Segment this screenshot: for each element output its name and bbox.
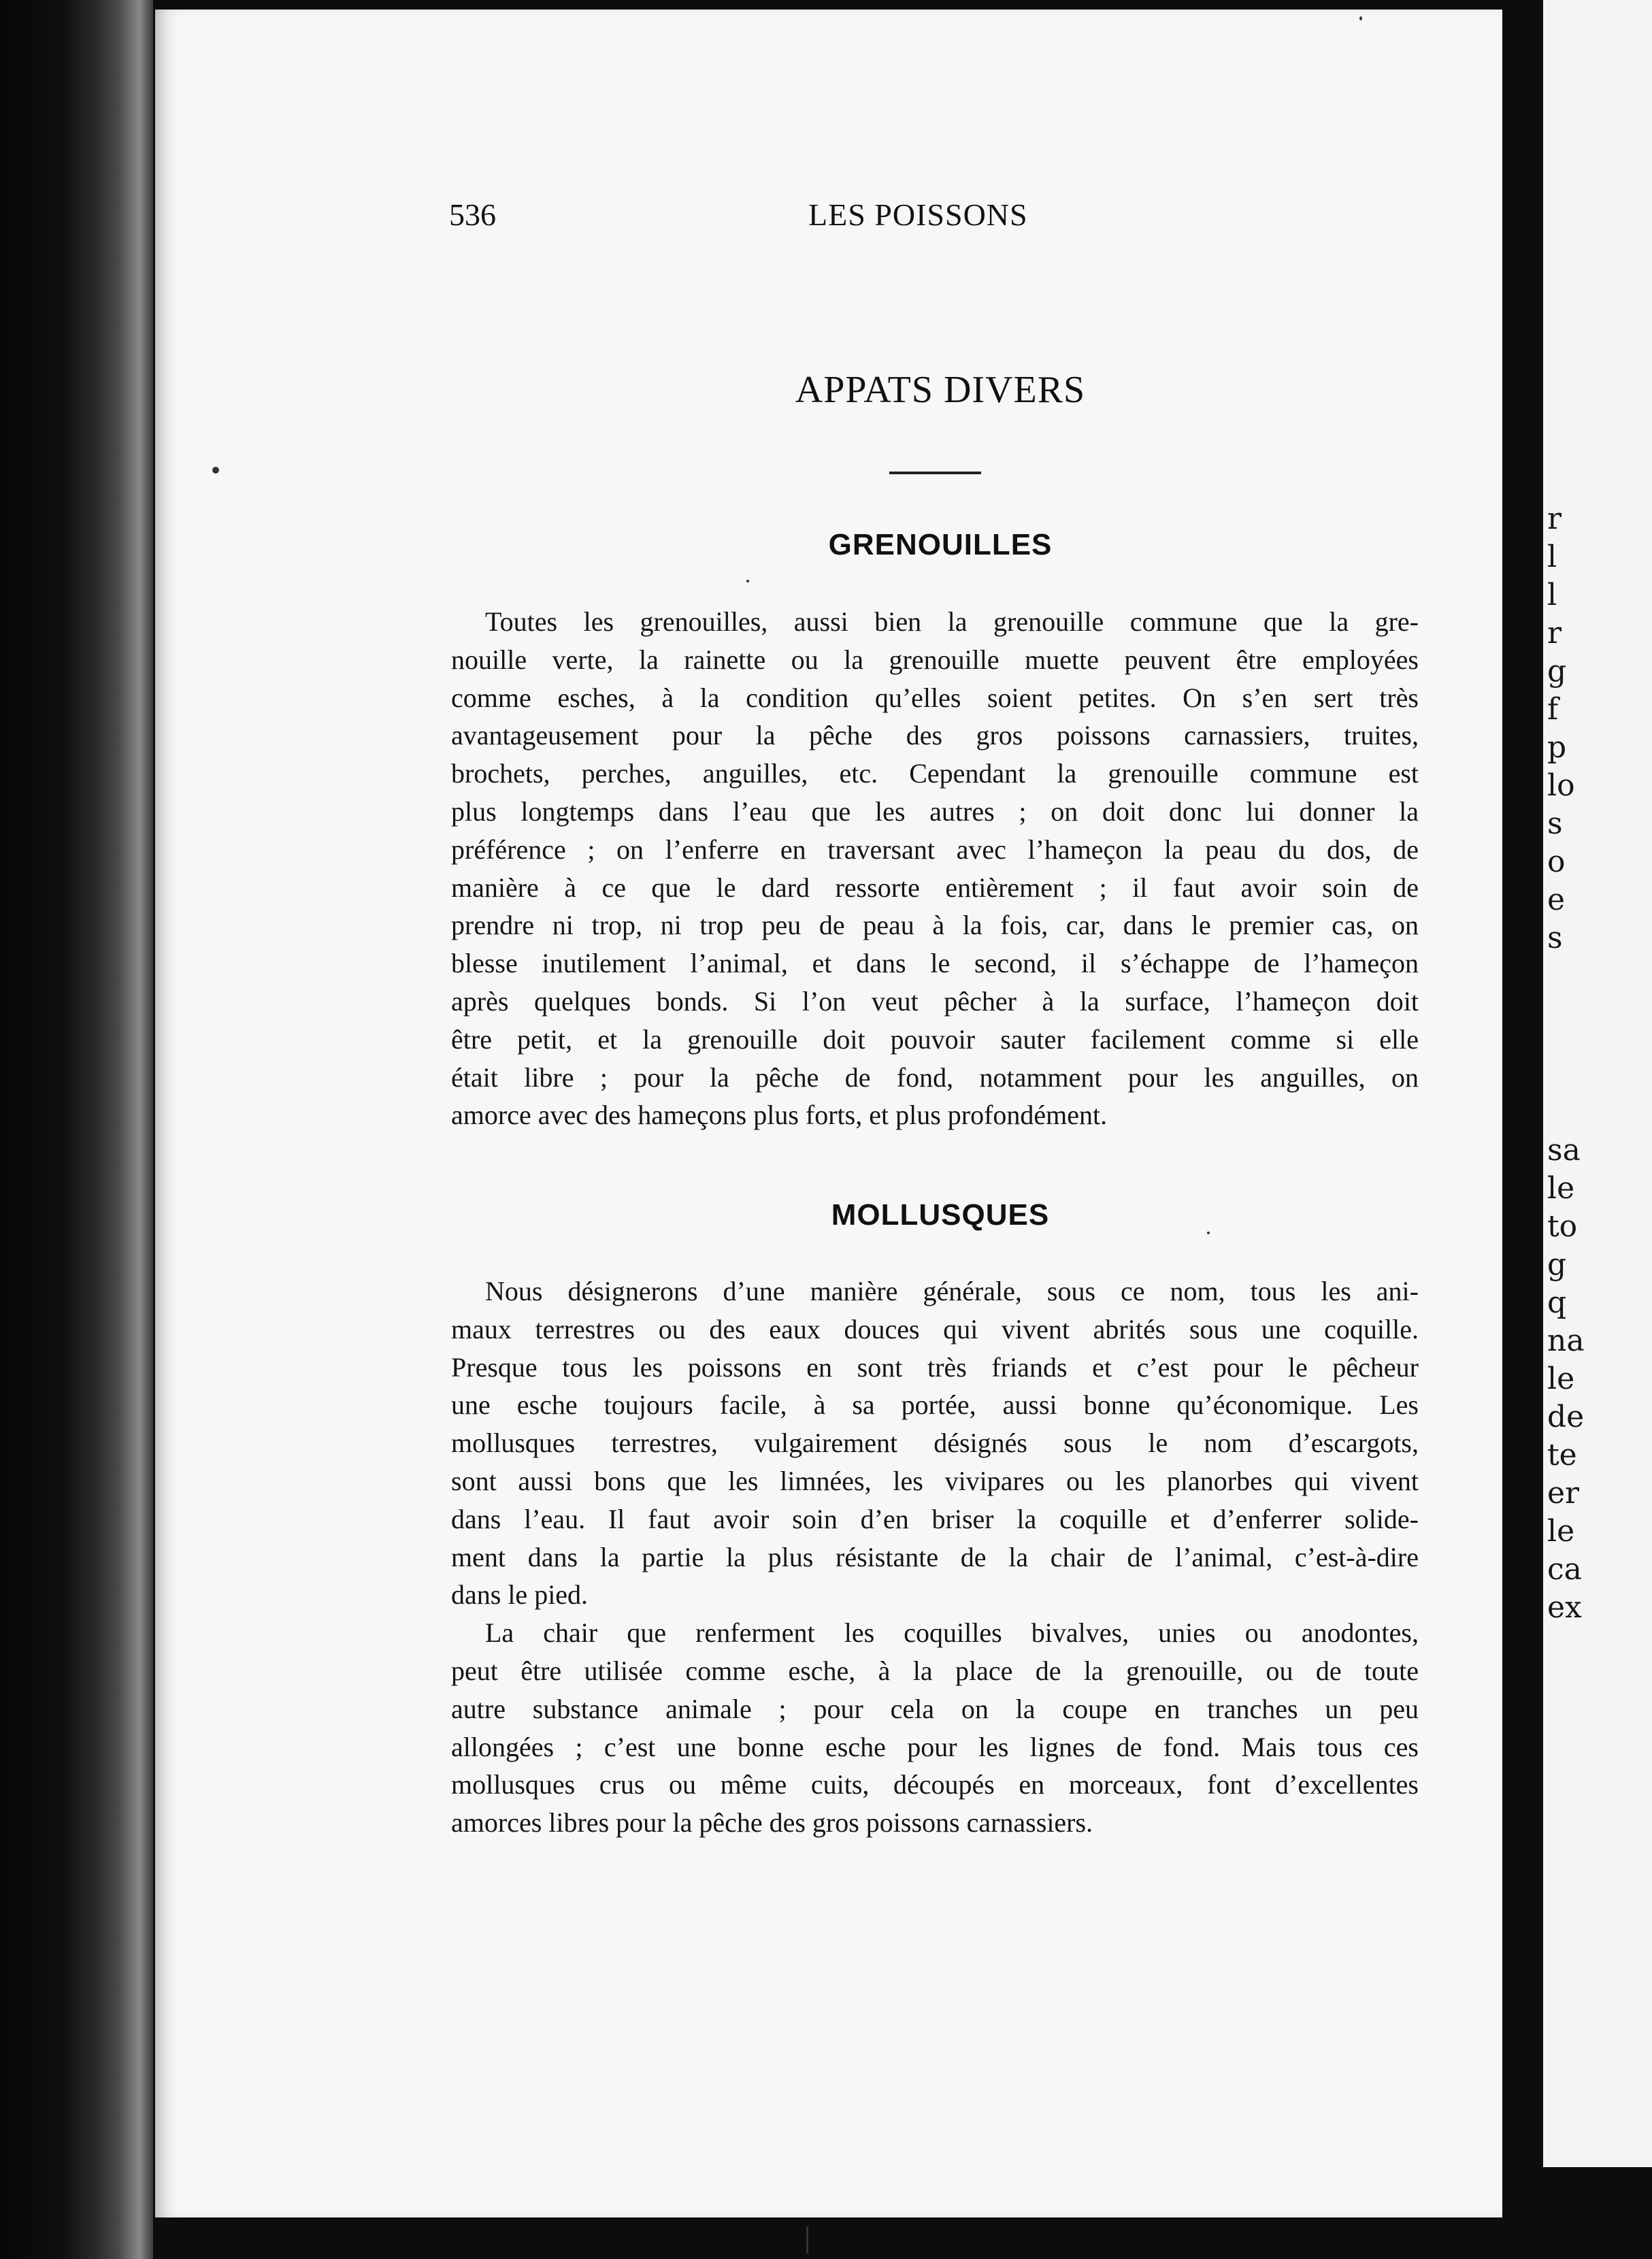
text-line: maux terrestres ou des eaux douces qui vivent abrités sous une coquille. [451, 1313, 1419, 1345]
facing-line-fragment: e [1547, 883, 1566, 917]
text-line: avantageusement pour la pêche des gros poissons carnassiers, truites, [451, 720, 1419, 751]
page-speck [1359, 16, 1362, 20]
facing-line-fragment: s [1547, 921, 1563, 955]
facing-line-fragment: le [1547, 1514, 1575, 1549]
text-line: mollusques crus ou même cuits, découpés en morceaux, font d’excellentes [451, 1769, 1419, 1800]
page-speck [1207, 1232, 1210, 1234]
text-line: brochets, perches, anguilles, etc. Cependant la grenouille commune est [451, 758, 1419, 789]
page-number: 536 [449, 197, 496, 232]
section-body-mollusques [451, 1272, 1419, 1842]
text-line: prendre ni trop, ni trop peu de peau à la fois, car, dans le premier cas, on [451, 910, 1419, 941]
title-rule [889, 472, 981, 474]
facing-line-fragment: ex [1547, 1590, 1582, 1625]
section-body-grenouilles [451, 603, 1419, 1134]
text-line: ment dans la partie la plus résistante de la chair de l’animal, c’est-à-dire [451, 1541, 1419, 1572]
section-heading-grenouilles: GRENOUILLES [828, 528, 1053, 561]
facing-column-upper [1547, 500, 1575, 957]
facing-line-fragment: s [1547, 806, 1563, 841]
page-mark [806, 2226, 808, 2254]
text-line: une esche toujours facile, à sa portée, aussi bonne qu’économique. Les [451, 1389, 1419, 1421]
text-line: La chair que renferment les coquilles bivalves, unies ou anodontes, [485, 1617, 1419, 1649]
facing-line-fragment: de [1547, 1400, 1585, 1434]
text-line: dans le pied. [451, 1579, 589, 1611]
book-binding-edge [0, 0, 153, 2259]
facing-line-fragment: q [1547, 1285, 1567, 1320]
running-title: LES POISSONS [808, 197, 1028, 232]
text-line: manière à ce que le dard ressorte entièrement ; il faut avoir soin de [451, 872, 1419, 903]
facing-line-fragment: ca [1547, 1552, 1582, 1587]
page-speck [212, 467, 219, 474]
page-speck [746, 580, 749, 582]
running-head [449, 197, 1432, 237]
facing-line-fragment: le [1547, 1362, 1575, 1396]
text-line: plus longtemps dans l’eau que les autres ; on doit donc lui donner la [451, 795, 1419, 827]
facing-line-fragment: na [1547, 1323, 1585, 1358]
facing-line-fragment: r [1547, 501, 1562, 536]
facing-line-fragment: l [1547, 578, 1557, 612]
facing-line-fragment: o [1547, 844, 1566, 879]
chapter-title: APPATS DIVERS [795, 369, 1086, 411]
text-line: Toutes les grenouilles, aussi bien la grenouille commune que la gre- [485, 606, 1419, 637]
text-line: amorce avec des hameçons plus forts, et plus profondément. [451, 1100, 1108, 1131]
facing-line-fragment: r [1547, 616, 1562, 650]
facing-line-fragment: g [1547, 1247, 1567, 1282]
paragraph [451, 1272, 1419, 1614]
text-line: allongées ; c’est une bonne esche pour les lignes de fond. Mais tous ces [451, 1731, 1419, 1762]
facing-line-fragment: lo [1547, 768, 1575, 803]
text-line: être petit, et la grenouille doit pouvoir sauter facilement comme si elle [451, 1023, 1419, 1055]
section-heading-mollusques: MOLLUSQUES [831, 1198, 1050, 1232]
facing-line-fragment: sa [1547, 1133, 1581, 1168]
text-line: après quelques bonds. Si l’on veut pêcher à la surface, l’hameçon doit [451, 985, 1419, 1017]
text-line: peut être utilisée comme esche, à la place de la grenouille, ou de toute [451, 1655, 1419, 1686]
text-line: autre substance animale ; pour cela on la coupe en tranches un peu [451, 1693, 1419, 1724]
facing-line-fragment: to [1547, 1209, 1578, 1244]
facing-page-fragment [1543, 0, 1652, 2167]
text-line: amorces libres pour la pêche des gros poissons carnassiers. [451, 1807, 1093, 1838]
facing-line-fragment: er [1547, 1476, 1580, 1511]
text-line: sont aussi bons que les limnées, les vivipares ou les planorbes qui vivent [451, 1465, 1419, 1496]
facing-line-fragment: te [1547, 1438, 1577, 1472]
facing-line-fragment: l [1547, 540, 1557, 574]
facing-column-lower [1547, 1132, 1585, 1627]
paragraph [451, 603, 1419, 1134]
text-line: nouille verte, la rainette ou la grenouille muette peuvent être employées [451, 644, 1419, 675]
text-line: blesse inutilement l’animal, et dans le second, il s’échappe de l’hameçon [451, 948, 1419, 979]
facing-line-fragment: f [1547, 692, 1559, 727]
facing-line-fragment: g [1547, 654, 1567, 689]
facing-line-fragment: le [1547, 1171, 1575, 1206]
text-line: Nous désignerons d’une manière générale, sous ce nom, tous les ani- [485, 1276, 1419, 1306]
paragraph [451, 1614, 1419, 1842]
text-line: mollusques terrestres, vulgairement désignés sous le nom d’escargots, [451, 1428, 1419, 1459]
text-line: préférence ; on l’enferre en traversant avec l’hameçon la peau du dos, de [451, 834, 1419, 865]
text-line: comme esches, à la condition qu’elles soient petites. On s’en sert très [451, 682, 1419, 713]
text-line: était libre ; pour la pêche de fond, notamment pour les anguilles, on [451, 1061, 1419, 1093]
facing-line-fragment: p [1547, 730, 1567, 765]
text-line: dans l’eau. Il faut avoir soin d’en briser la coquille et d’enferrer solide- [451, 1503, 1419, 1534]
text-line: Presque tous les poissons en sont très friands et c’est pour le pêcheur [451, 1351, 1419, 1383]
